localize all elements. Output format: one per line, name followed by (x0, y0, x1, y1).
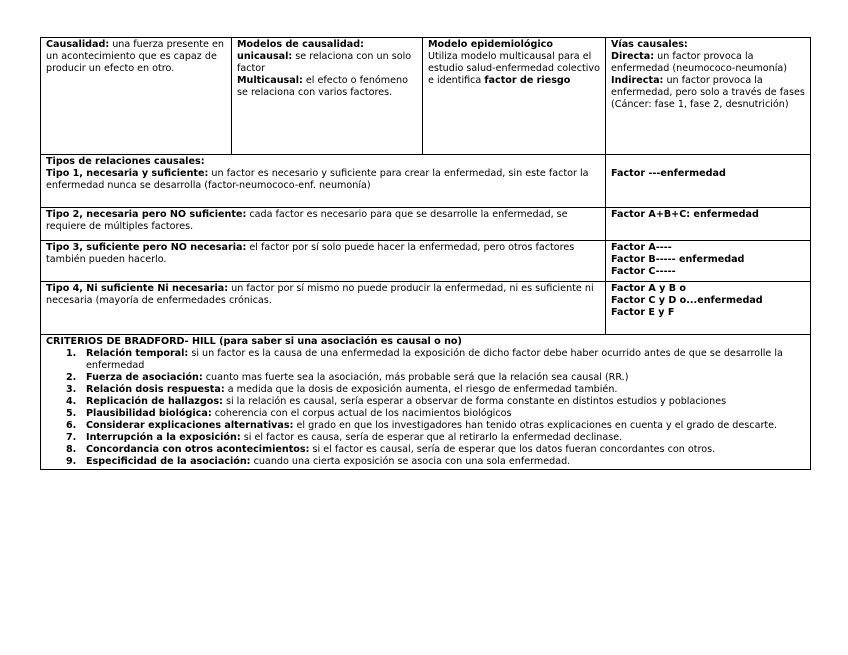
tipo1-formula: Factor ---enfermedad (611, 168, 726, 179)
criterio-item (66, 408, 806, 420)
directa-term: Directa: (611, 51, 655, 62)
criterio-number: 7. (66, 432, 77, 443)
indirecta-text: un factor provoca la enfermedad, pero solo a través de fases (Cáncer: fase 1, fase 2, desnutrición) (611, 75, 805, 110)
tipo3-cell (41, 241, 606, 282)
criterio-text: a medida que la dosis de exposición aumenta, el riesgo de enfermedad también. (224, 384, 618, 395)
tipo3-formula-b: Factor B----- enfermedad (611, 254, 745, 265)
multicausal-text: el efecto o fenómeno se relaciona con varios factores. (237, 75, 408, 98)
criterio-number: 8. (66, 444, 77, 455)
tipo4-formula-ef: Factor E y F (611, 307, 675, 318)
criterio-term: Considerar explicaciones alternativas: (86, 420, 294, 431)
tipo1-term: Tipo 1, necesaria y suficiente: (46, 168, 209, 179)
criterio-term: Interrupción a la exposición: (86, 432, 241, 443)
tipo3-formula-c: Factor C----- (611, 266, 676, 277)
criterio-number: 6. (66, 420, 77, 431)
criterio-term: Concordancia con otros acontecimientos: (86, 444, 310, 455)
criterio-term: Relación dosis respuesta: (86, 384, 225, 395)
criterio-term: Relación temporal: (86, 348, 189, 359)
tipo4-term: Tipo 4, Ni suficiente Ni necesaria: (46, 283, 229, 294)
criterio-text: coherencia con el corpus actual de los nacimientos biológicos (211, 408, 512, 419)
criterio-text: cuanto mas fuerte sea la asociación, más probable será que la relación sea causal (RR.) (202, 372, 629, 383)
tipo4-row (41, 282, 811, 335)
modelos-title: Modelos de causalidad: (237, 39, 364, 50)
tipo2-term: Tipo 2, necesaria pero NO suficiente: (46, 209, 247, 220)
epidemiologico-text: Utiliza modelo multicausal para el estudio salud-enfermedad colectivo e identifica (428, 51, 600, 86)
tipo3-row (41, 241, 811, 282)
tipos-heading: Tipos de relaciones causales: (46, 156, 205, 167)
indirecta-term: Indirecta: (611, 75, 664, 86)
criterio-item (66, 384, 806, 396)
tipo2-row (41, 208, 811, 241)
criterio-text: si el factor es causal, sería de esperar que los datos fueran concordantes con otros. (309, 444, 716, 455)
criterio-item (66, 348, 806, 372)
criterio-item (66, 456, 806, 468)
multicausal-term: Multicausal: (237, 75, 303, 86)
causalidad-text: una fuerza presente en un acontecimiento que es capaz de producir un efecto en otro. (46, 39, 224, 74)
causalidad-term: Causalidad: (46, 39, 110, 50)
criterio-item (66, 372, 806, 384)
criterio-term: Plausibilidad biológica: (86, 408, 212, 419)
epidemiologico-title: Modelo epidemiológico (428, 39, 553, 50)
tipo2-text: cada factor es necesario para que se desarrolle la enfermedad, se requiere de múltiples factores. (46, 209, 568, 232)
tipo1-cell (41, 155, 606, 208)
causalidad-cell (41, 38, 232, 155)
criterio-term: Especificidad de la asociación: (86, 456, 251, 467)
tipo4-formula-ab: Factor A y B o (611, 283, 687, 294)
criterio-text: si un factor es la causa de una enfermedad la exposición de dicho factor debe haber ocurrido antes de que se desarrolle la enfermedad (86, 348, 783, 371)
tipo2-cell (41, 208, 606, 241)
tipo3-formula-cell (606, 241, 811, 282)
tipo4-cell (41, 282, 606, 335)
unicausal-term: unicausal: (237, 51, 293, 62)
epidemiologico-cell (423, 38, 606, 155)
tipo3-term: Tipo 3, suficiente pero NO necesaria: (46, 242, 247, 253)
vias-title: Vías causales: (611, 39, 688, 50)
criterio-item (66, 420, 806, 432)
criterio-item (66, 432, 806, 444)
criterio-number: 5. (66, 408, 77, 419)
criterios-list (46, 348, 806, 468)
criterio-term: Replicación de hallazgos: (86, 396, 223, 407)
criterio-text: si el factor es causa, sería de esperar que al retirarlo la enfermedad declinase. (240, 432, 623, 443)
criterio-number: 2. (66, 372, 77, 383)
tipo4-formula-cd: Factor C y D o...enfermedad (611, 295, 763, 306)
criterio-text: cuando una cierta exposición se asocia con una sola enfermedad. (250, 456, 571, 467)
tipo1-text: un factor es necesario y suficiente para crear la enfermedad, sin este factor la enfermedad nunca se desarrolla (factor-neumococo-enf. neumonía) (46, 168, 589, 191)
modelos-cell (232, 38, 423, 155)
tipo1-formula-cell (606, 155, 811, 208)
criterio-term: Fuerza de asociación: (86, 372, 203, 383)
tipo1-row (41, 155, 811, 208)
criterio-text: el grado en que los investigadores han tenido otras explicaciones en cuenta y el grado de descarte. (293, 420, 778, 431)
criterios-heading: CRITERIOS DE BRADFORD- HILL (para saber si una asociación es causal o no) (46, 336, 462, 347)
criterios-cell (41, 335, 811, 470)
tipo4-formula-cell (606, 282, 811, 335)
tipo3-text: el factor por sí solo puede hacer la enfermedad, pero otros factores también pueden hacerlo. (46, 242, 575, 265)
vias-cell (606, 38, 811, 155)
tipo2-formula: Factor A+B+C: enfermedad (611, 209, 759, 220)
criterios-row (41, 335, 811, 470)
causality-table (40, 37, 811, 470)
criterio-number: 9. (66, 456, 77, 467)
criterio-number: 3. (66, 384, 77, 395)
factor-riesgo-term: factor de riesgo (484, 75, 571, 86)
tipo4-text: un factor por sí mismo no puede producir la enfermedad, ni es suficiente ni necesaria (mayoría de enfermedades crónicas. (46, 283, 594, 306)
tipo2-formula-cell (606, 208, 811, 241)
criterio-number: 4. (66, 396, 77, 407)
tipo3-formula-a: Factor A---- (611, 242, 672, 253)
criterio-item (66, 396, 806, 408)
unicausal-text: se relaciona con un solo factor (237, 51, 412, 74)
directa-text: un factor provoca la enfermedad (neumococo-neumonía) (611, 51, 787, 74)
criterio-number: 1. (66, 348, 77, 359)
criterio-text: si la relación es causal, sería esperar a observar de forma constante en distintos estudios y poblaciones (222, 396, 727, 407)
criterio-item (66, 444, 806, 456)
concepts-row (41, 38, 811, 155)
